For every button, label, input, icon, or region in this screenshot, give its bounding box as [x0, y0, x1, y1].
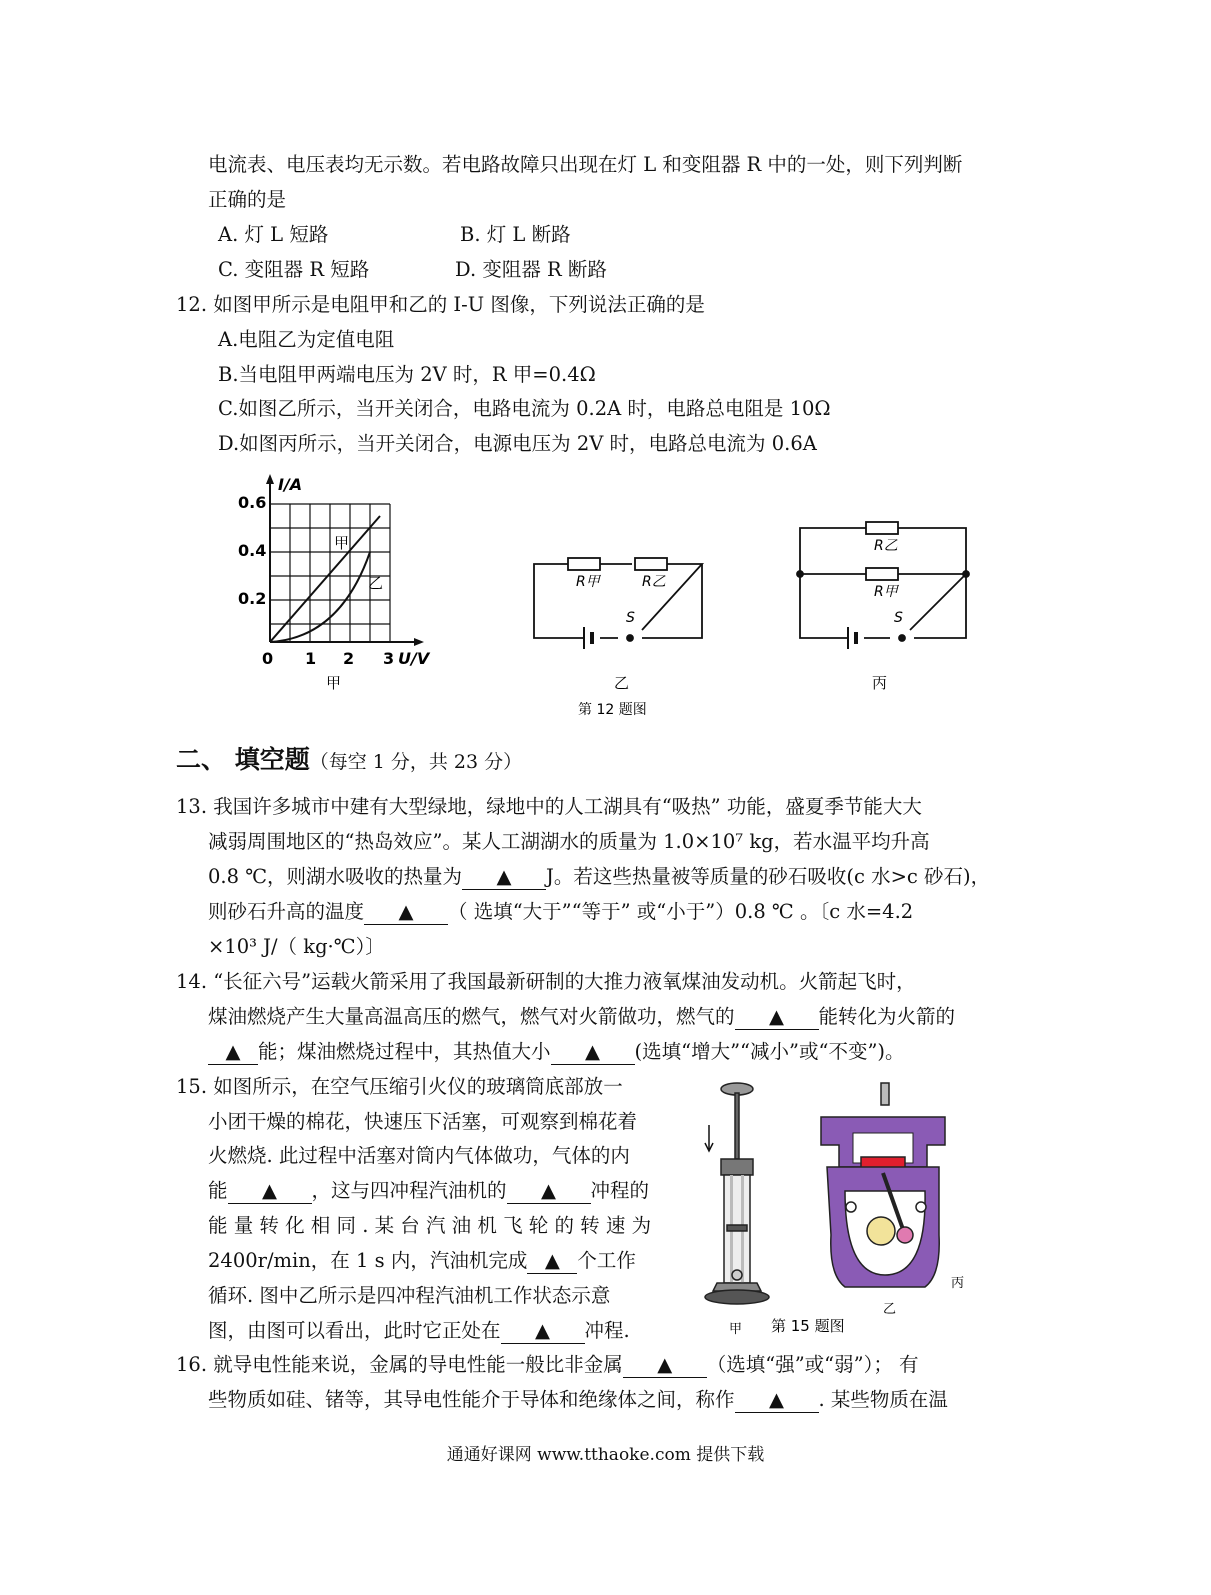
y-axis-arrow [266, 474, 274, 484]
graph-caption: 甲 [326, 674, 342, 692]
q15-figure [695, 1075, 995, 1340]
q15-blank-2[interactable]: ▲ [507, 1179, 591, 1204]
series-jia-label: 甲 [334, 534, 350, 552]
circuit-yi-r2: R乙 [642, 574, 666, 590]
q15-blank-3[interactable]: ▲ [527, 1249, 577, 1274]
ytick-0.6: 0.6 [238, 493, 267, 512]
graph-xlabel: U/V [398, 649, 430, 668]
q13-line3: 0.8 ℃，则湖水吸收的热量为 ▲ J。若这些热量被等质量的砂石吸收(c 水>c 砂石)， [208, 865, 991, 888]
q14-line1: 14. “长征六号”运载火箭采用了我国最新研制的大推力液氧煤油发动机。火箭起飞时， [176, 970, 916, 993]
q11-option-b: B. 灯 L 断路 [460, 223, 571, 246]
circuit-yi-r1: R甲 [576, 574, 600, 590]
air-compression-igniter [705, 1083, 769, 1304]
xtick-0: 0 [262, 649, 274, 668]
graph-ylabel: I/A [278, 475, 303, 494]
q11-line1: 电流表、电压表均无示数。若电路故障只出现在灯 L 和变阻器 R 中的一处，则下列判断 [208, 153, 963, 176]
series-yi-curve [270, 552, 370, 642]
q15-line8: 图，由图可以看出，此时它正处在 ▲ 冲程. [208, 1319, 630, 1342]
xtick-2: 2 [343, 649, 355, 668]
xtick-1: 1 [305, 649, 317, 668]
q16-blank-1[interactable]: ▲ [623, 1353, 707, 1378]
q14-blank-3[interactable]: ▲ [551, 1040, 635, 1065]
section-note: （每空 1 分，共 23 分） [309, 751, 523, 773]
q11-option-d: D. 变阻器 R 断路 [455, 258, 607, 281]
q14-line3: ▲ 能；煤油燃烧过程中，其热值大小 ▲ (选填“增大”“减小”或“不变”)。 [208, 1037, 905, 1067]
q13-blank-2[interactable]: ▲ [364, 900, 448, 925]
q13-blank-1[interactable]: ▲ [462, 865, 546, 890]
q15-line4: 能 ▲ ，这与四冲程汽油机的 ▲ 冲程的 [208, 1179, 650, 1202]
q11-option-a: A. 灯 L 短路 [218, 223, 329, 246]
q16-blank-2[interactable]: ▲ [735, 1388, 819, 1413]
q12-option-c: C.如图乙所示，当开关闭合，电路电流为 0.2A 时，电路总电阻是 10Ω [218, 397, 831, 420]
four-stroke-engine [821, 1083, 945, 1287]
q14-blank-1[interactable]: ▲ [735, 1005, 819, 1030]
q11-option-c: C. 变阻器 R 短路 [218, 258, 370, 281]
circuit-yi-caption: 乙 [614, 674, 630, 692]
circuit-bing-r-top: R乙 [874, 538, 898, 554]
section-title [176, 740, 522, 776]
circuit-yi-switch: S [626, 610, 635, 626]
circuit-bing-r-mid: R甲 [874, 584, 898, 600]
q15-line1: 15. 如图所示，在空气压缩引火仪的玻璃筒底部放一 [176, 1075, 623, 1098]
circuit-yi [534, 558, 702, 649]
page-footer: 通通好课网 www.tthaoke.com 提供下载 [446, 1445, 765, 1465]
q14-blank-2[interactable]: ▲ [208, 1040, 258, 1065]
q16-line1: 16. 就导电性能来说，金属的导电性能一般比非金属 ▲ （选填“强”或“弱”）； 有 [176, 1353, 919, 1376]
circuit-bing-switch: S [894, 610, 903, 626]
q14-line2: 煤油燃烧产生大量高温高压的燃气，燃气对火箭做功，燃气的 ▲ 能转化为火箭的 [208, 1005, 956, 1028]
q12-option-a: A.电阻乙为定值电阻 [218, 328, 395, 351]
q15-line6: 2400r/min，在 1 s 内，汽油机完成 ▲ 个工作 [208, 1249, 636, 1272]
q15-line5: 能 量 转 化 相 同 . 某 台 汽 油 机 飞 轮 的 转 速 为 [208, 1214, 652, 1237]
ytick-0.2: 0.2 [238, 589, 267, 608]
q12-stem: 12. 如图甲所示是电阻甲和乙的 I-U 图像，下列说法正确的是 [176, 293, 705, 316]
xtick-3: 3 [383, 649, 395, 668]
fig15-jia-label: 甲 [729, 1322, 743, 1337]
fig15-bing-label: 丙 [951, 1276, 965, 1291]
ytick-0.4: 0.4 [238, 541, 267, 560]
fig15-yi-label: 乙 [883, 1302, 897, 1317]
q13-line5: ×10³ J/（ kg·℃）〕 [208, 935, 385, 958]
q13-line1: 13. 我国许多城市中建有大型绿地，绿地中的人工湖具有“吸热” 功能，盛夏季节能大大 [176, 795, 922, 818]
q15-blank-1[interactable]: ▲ [228, 1179, 312, 1204]
iu-graph [270, 480, 420, 642]
series-jia-line [270, 516, 380, 642]
q15-blank-4[interactable]: ▲ [501, 1319, 585, 1344]
q12-figure [230, 470, 1010, 730]
x-axis-arrow [414, 638, 424, 646]
series-yi-label: 乙 [368, 574, 384, 592]
q12-option-b: B.当电阻甲两端电压为 2V 时，R 甲=0.4Ω [218, 363, 596, 386]
q13-line4: 则砂石升高的温度 ▲ （ 选填“大于”“等于” 或“小于”）0.8 ℃ 。〔c 水=4.2 [208, 900, 914, 923]
q11-line2: 正确的是 [208, 188, 287, 211]
q15-line2: 小团干燥的棉花，快速压下活塞，可观察到棉花着 [208, 1110, 638, 1133]
section-heading: 二、 填空题 [176, 745, 310, 774]
circuit-bing-caption: 丙 [872, 674, 888, 692]
q16-line2: 些物质如硅、锗等，其导电性能介于导体和绝缘体之间，称作 ▲ . 某些物质在温 [208, 1388, 948, 1411]
q15-line7: 循环. 图中乙所示是四冲程汽油机工作状态示意 [208, 1284, 611, 1307]
q15-line3: 火燃烧. 此过程中活塞对筒内气体做功，气体的内 [208, 1144, 630, 1167]
q12-figure-caption: 第 12 题图 [578, 702, 647, 718]
q15-figure-caption: 第 15 题图 [771, 1317, 845, 1335]
q12-option-d: D.如图丙所示，当开关闭合，电源电压为 2V 时，电路总电流为 0.6A [218, 432, 817, 455]
q13-line2: 减弱周围地区的“热岛效应”。某人工湖湖水的质量为 1.0×10⁷ kg，若水温平均升高 [208, 830, 930, 853]
